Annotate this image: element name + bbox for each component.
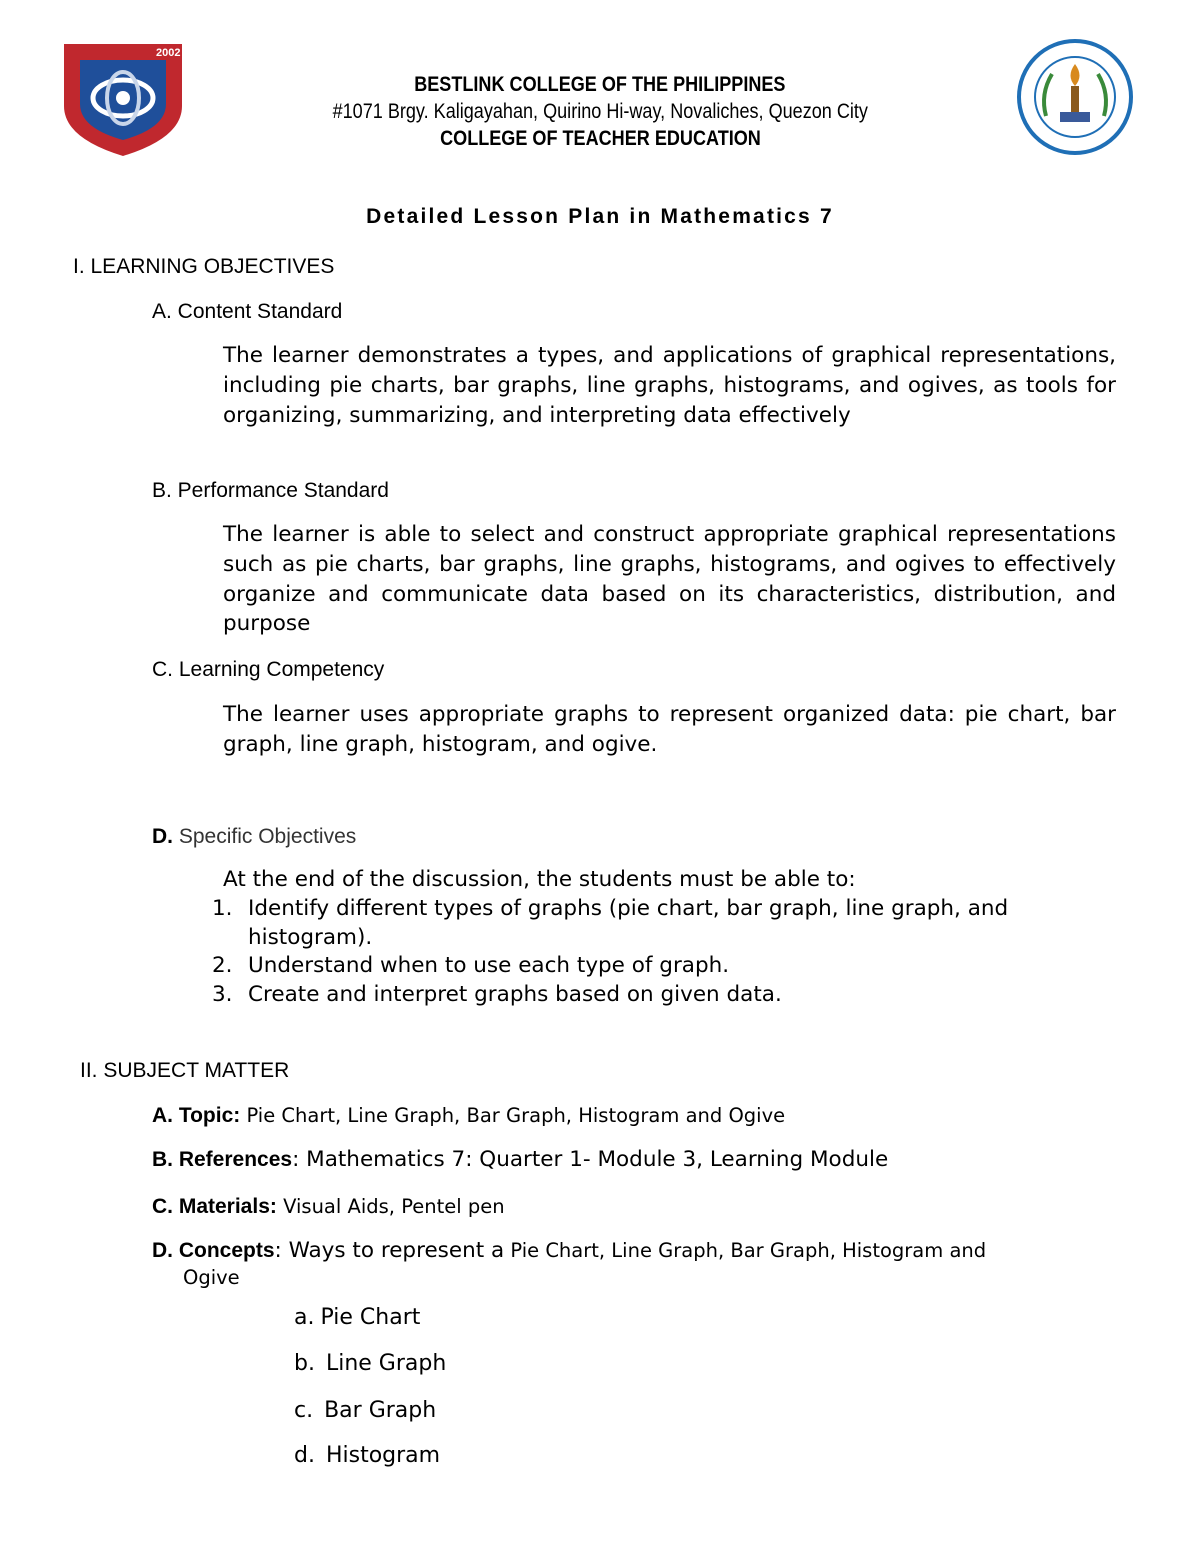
document-title: Detailed Lesson Plan in Mathematics 7 xyxy=(366,205,834,228)
school-address: #1071 Brgy. Kaligayahan, Quirino Hi-way, Novaliches, Quezon City xyxy=(332,100,868,123)
section-subject-matter-heading: II. SUBJECT MATTER xyxy=(80,1059,290,1082)
list-item: 2. Understand when to use each type of graph. xyxy=(212,953,730,978)
references-line: B. References: Mathematics 7: Quarter 1- Module 3, Learning Module xyxy=(152,1147,889,1172)
concepts-value: Pie Chart, Line Graph, Bar Graph, Histogram and xyxy=(504,1239,987,1262)
college-name: COLLEGE OF TEACHER EDUCATION xyxy=(439,127,761,150)
concept-item-line-graph: b. Line Graph xyxy=(294,1351,447,1376)
specific-objectives-letter: D. xyxy=(152,825,173,848)
topic-value: Pie Chart, Line Graph, Bar Graph, Histogram and Ogive xyxy=(240,1104,786,1127)
section-learning-objectives-heading: I. LEARNING OBJECTIVES xyxy=(73,255,335,278)
materials-line: C. Materials: Visual Aids, Pentel pen xyxy=(152,1195,505,1218)
school-name: BESTLINK COLLEGE OF THE PHILIPPINES xyxy=(414,73,786,96)
performance-standard-label: B. Performance Standard xyxy=(152,479,389,502)
content-standard-label: A. Content Standard xyxy=(152,300,343,323)
content-standard-text: The learner demonstrates a types, and applications of graphical representations, including pie charts, bar graphs, line graphs, histograms, and ogives, as tools for organizing, summarizing, and interpreting data effectively xyxy=(223,343,1116,428)
svg-text:2002: 2002 xyxy=(156,47,181,59)
concepts-line-continued: Ogive xyxy=(183,1266,240,1289)
learning-competency-label: C. Learning Competency xyxy=(152,658,385,681)
concept-item-bar-graph: c. Bar Graph xyxy=(294,1398,437,1423)
concepts-line: D. Concepts: Ways to represent a Pie Chart, Line Graph, Bar Graph, Histogram and xyxy=(152,1238,987,1263)
specific-objectives-label xyxy=(152,825,356,849)
teacher-education-seal xyxy=(1016,38,1134,156)
concept-item-histogram: d. Histogram xyxy=(294,1443,441,1468)
list-item: 1. Identify different types of graphs (pie chart, bar graph, line graph, and histogram). xyxy=(212,896,1009,950)
references-value: : Mathematics 7: Quarter 1- Module 3, Learning Module xyxy=(292,1147,889,1172)
performance-standard-text: The learner is able to select and construct appropriate graphical representations such as pie charts, bar graphs, line graphs, histograms, and ogives to effectively organize and communicate data based on its characteristics, distribution, and purpose xyxy=(223,522,1116,637)
learning-competency-text: The learner uses appropriate graphs to represent organized data: pie chart, bar graph, line graph, histogram, and ogive. xyxy=(223,702,1116,757)
list-item: 3. Create and interpret graphs based on given data. xyxy=(212,981,782,1007)
concept-item-pie-chart: a. Pie Chart xyxy=(294,1305,421,1330)
specific-objectives-intro: At the end of the discussion, the students must be able to: xyxy=(223,867,856,892)
materials-value: Visual Aids, Pentel pen xyxy=(276,1195,505,1218)
specific-objectives-list xyxy=(212,895,1112,1009)
topic-line: A. Topic: Pie Chart, Line Graph, Bar Graph, Histogram and Ogive xyxy=(152,1104,786,1127)
specific-objectives-title: Specific Objectives xyxy=(178,825,357,848)
